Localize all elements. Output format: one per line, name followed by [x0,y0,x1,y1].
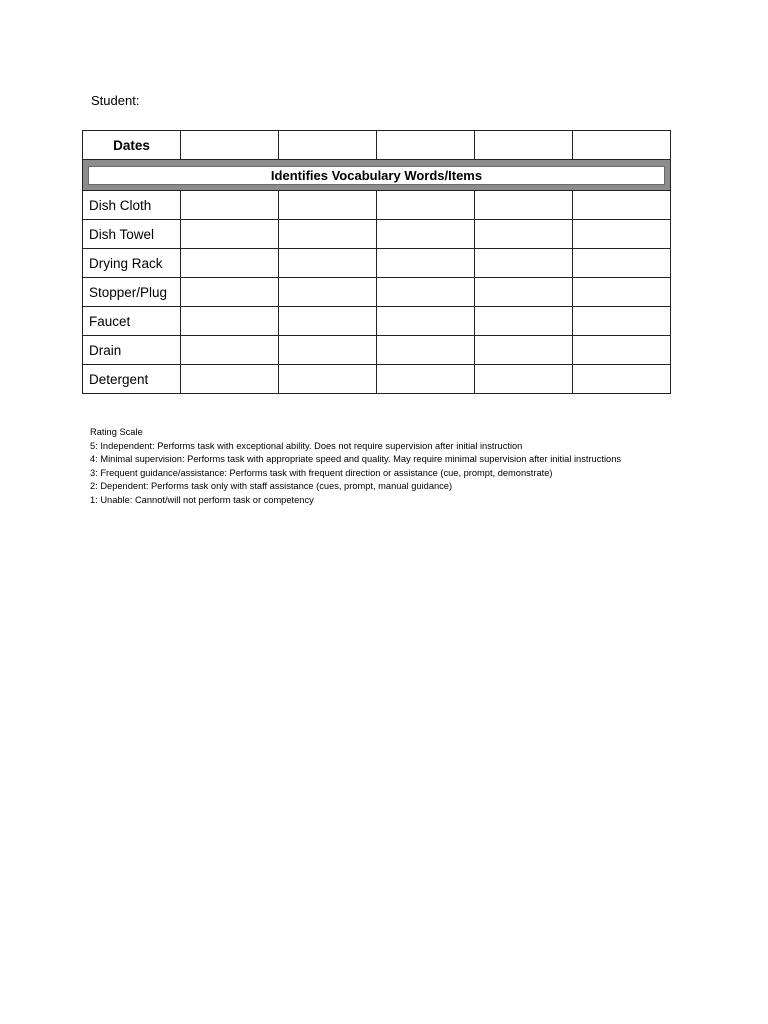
dates-header: Dates [83,131,181,160]
section-title: Identifies Vocabulary Words/Items [88,166,665,185]
item-label: Dish Towel [83,220,181,249]
item-label: Detergent [83,365,181,394]
table-row [83,336,671,365]
rating-cell[interactable] [377,278,475,307]
rating-cell[interactable] [181,365,279,394]
date-cell[interactable] [475,131,573,160]
rating-level: 3: Frequent guidance/assistance: Performs task with frequent direction or assistance (cue, prompt, demonstrate) [90,467,553,478]
rating-cell[interactable] [279,336,377,365]
rating-cell[interactable] [181,307,279,336]
rating-cell[interactable] [279,220,377,249]
rating-cell[interactable] [475,220,573,249]
rating-level: 1: Unable: Cannot/will not perform task or competency [90,494,314,505]
rating-cell[interactable] [573,278,671,307]
rating-cell[interactable] [573,365,671,394]
vocabulary-rating-table [82,130,671,394]
item-label: Drain [83,336,181,365]
rating-cell[interactable] [279,365,377,394]
table-row [83,278,671,307]
rating-level: 4: Minimal supervision: Performs task with appropriate speed and quality. May require minimal supervision after initial instructions [90,454,622,465]
rating-cell[interactable] [279,249,377,278]
rating-scale-title: Rating Scale [90,427,143,437]
rating-cell[interactable] [279,278,377,307]
rating-cell[interactable] [377,336,475,365]
item-label: Stopper/Plug [83,278,181,307]
rating-cell[interactable] [181,191,279,220]
dates-row [83,131,671,160]
rating-cell[interactable] [573,249,671,278]
rating-cell[interactable] [475,278,573,307]
table-row [83,365,671,394]
rating-cell[interactable] [377,365,475,394]
rating-level: 5: Independent: Performs task with exceptional ability. Does not require supervision after initial instruction [90,440,523,451]
rating-cell[interactable] [475,249,573,278]
table-row [83,249,671,278]
section-header-cell [83,160,671,191]
rating-cell[interactable] [181,336,279,365]
rating-cell[interactable] [181,278,279,307]
rating-cell[interactable] [573,220,671,249]
rating-cell[interactable] [377,220,475,249]
item-label: Drying Rack [83,249,181,278]
item-label: Faucet [83,307,181,336]
rating-cell[interactable] [279,191,377,220]
rating-cell[interactable] [475,191,573,220]
rating-cell[interactable] [475,307,573,336]
rating-scale [90,426,621,508]
rating-cell[interactable] [475,336,573,365]
rating-cell[interactable] [377,191,475,220]
rating-cell[interactable] [181,220,279,249]
date-cell[interactable] [573,131,671,160]
date-cell[interactable] [181,131,279,160]
table-row [83,220,671,249]
rating-cell[interactable] [573,191,671,220]
rating-cell[interactable] [377,307,475,336]
section-row [83,160,671,191]
student-label: Student: [91,93,140,108]
table-row [83,307,671,336]
item-label: Dish Cloth [83,191,181,220]
date-cell[interactable] [279,131,377,160]
rating-cell[interactable] [377,249,475,278]
rating-cell[interactable] [573,336,671,365]
rating-cell[interactable] [181,249,279,278]
rating-cell[interactable] [279,307,377,336]
rating-cell[interactable] [475,365,573,394]
date-cell[interactable] [377,131,475,160]
rating-level: 2: Dependent: Performs task only with staff assistance (cues, prompt, manual guidance) [90,481,453,492]
rating-cell[interactable] [573,307,671,336]
table-row [83,191,671,220]
